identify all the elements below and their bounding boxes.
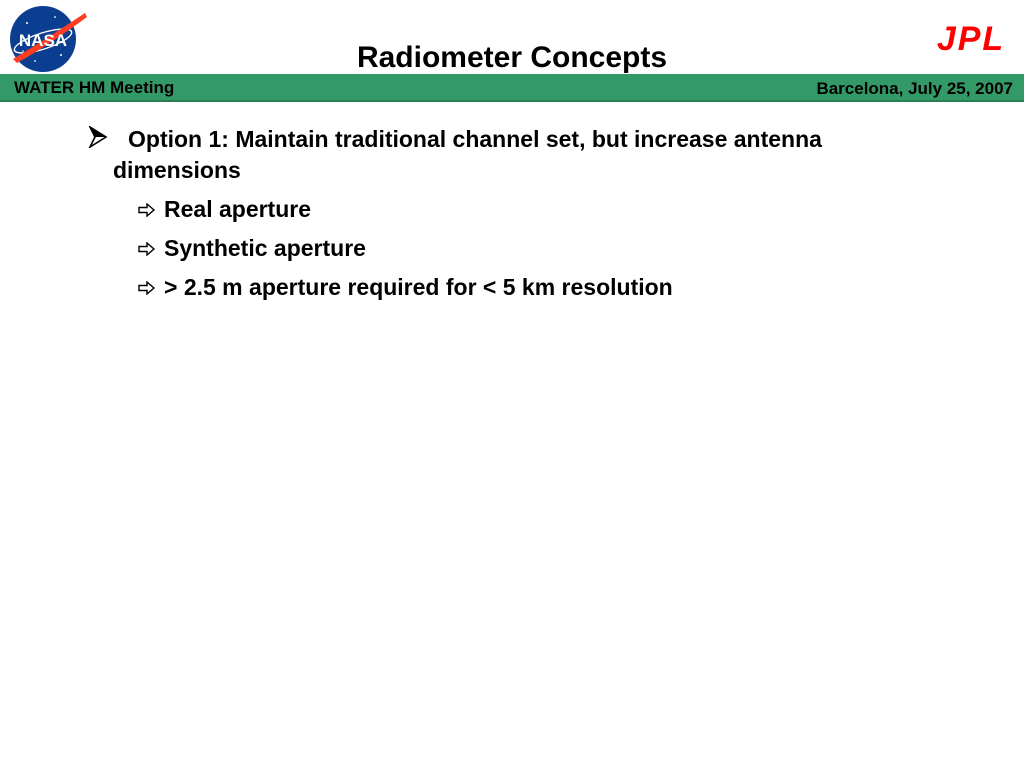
sub-bullet-item — [138, 233, 1024, 272]
sub-bullet-item — [138, 272, 1024, 311]
nasa-logo-text: NASA — [18, 31, 68, 50]
location-date: Barcelona, July 25, 2007 — [816, 79, 1013, 98]
meeting-name: WATER HM Meeting — [14, 78, 175, 97]
sub-bullet-list — [138, 194, 1024, 311]
hollow-arrow-icon — [138, 203, 156, 217]
arrowhead-bullet-icon — [88, 126, 108, 148]
bullet-text: Option 1: Maintain traditional channel set, but increase antenna dimensions — [113, 126, 822, 183]
hollow-arrow-icon — [138, 242, 156, 256]
sub-bullet-text: Real aperture — [164, 196, 312, 222]
bullet-item — [88, 124, 928, 186]
sub-bullet-text: Synthetic aperture — [164, 235, 366, 261]
slide-title: Radiometer Concepts — [356, 41, 668, 74]
slide-content — [0, 124, 1024, 311]
sub-bullet-text: > 2.5 m aperture required for < 5 km resolution — [164, 274, 673, 300]
hollow-arrow-icon — [138, 281, 156, 295]
jpl-logo-text: JPL — [936, 20, 1006, 54]
sub-bullet-item — [138, 194, 1024, 233]
header-band — [0, 74, 1024, 102]
